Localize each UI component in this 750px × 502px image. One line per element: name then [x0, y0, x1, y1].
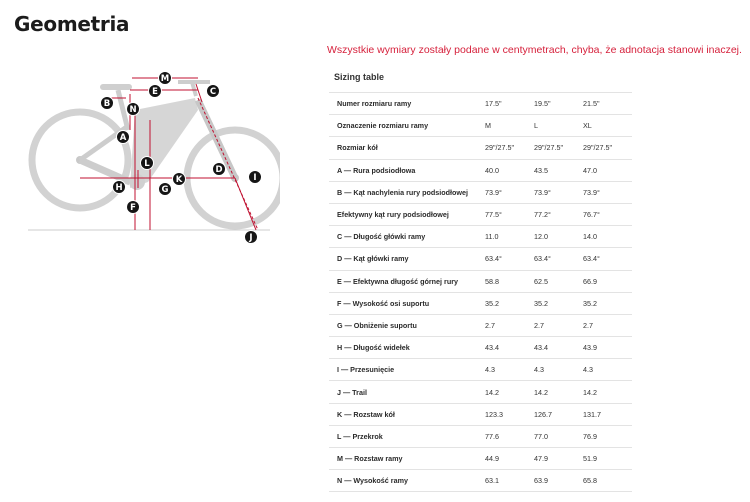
row-value: 43.4	[534, 337, 583, 359]
row-label: Rozmiar kół	[329, 137, 485, 159]
row-value: 65.8	[583, 470, 632, 492]
row-value: 63.4°	[583, 248, 632, 270]
marker-l: L	[140, 156, 154, 170]
row-label: L — Przekrok	[329, 425, 485, 447]
row-value: 77.2°	[534, 203, 583, 225]
row-value: 77.0	[534, 425, 583, 447]
row-value: 40.0	[485, 159, 534, 181]
page-title: Geometria	[14, 12, 130, 36]
marker-m: M	[158, 71, 172, 85]
table-row	[329, 181, 632, 203]
row-label: K — Rozstaw kół	[329, 403, 485, 425]
row-value: 76.9	[583, 425, 632, 447]
row-value: 43.9	[583, 337, 632, 359]
row-label: C — Długość główki ramy	[329, 226, 485, 248]
row-value: 2.7	[583, 314, 632, 336]
table-row	[329, 425, 632, 447]
marker-d: D	[212, 162, 226, 176]
marker-j: J	[244, 230, 258, 244]
row-label: F — Wysokość osi suportu	[329, 292, 485, 314]
row-value: 4.3	[534, 359, 583, 381]
row-label: J — Trail	[329, 381, 485, 403]
row-label: I — Przesunięcie	[329, 359, 485, 381]
row-value: 14.0	[583, 226, 632, 248]
row-value: 14.2	[583, 381, 632, 403]
marker-e: E	[148, 84, 162, 98]
row-value: 62.5	[534, 270, 583, 292]
row-value: 47.9	[534, 448, 583, 470]
row-value: 4.3	[583, 359, 632, 381]
row-value: 11.0	[485, 226, 534, 248]
row-value: 63.4°	[485, 248, 534, 270]
sizing-table	[329, 92, 632, 492]
table-row	[329, 93, 632, 115]
bike-geometry-diagram	[20, 70, 280, 248]
row-value: 123.3	[485, 403, 534, 425]
table-row	[329, 115, 632, 137]
row-value: 77.6	[485, 425, 534, 447]
row-value: 2.7	[534, 314, 583, 336]
row-value: 63.1	[485, 470, 534, 492]
row-value: 35.2	[534, 292, 583, 314]
row-value: 17.5"	[485, 93, 534, 115]
row-value: 29"/27.5"	[534, 137, 583, 159]
row-label: M — Rozstaw ramy	[329, 448, 485, 470]
row-value: 63.4°	[534, 248, 583, 270]
row-label: N — Wysokość ramy	[329, 470, 485, 492]
marker-i: I	[248, 170, 262, 184]
marker-b: B	[100, 96, 114, 110]
row-value: XL	[583, 115, 632, 137]
table-row	[329, 403, 632, 425]
marker-g: G	[158, 182, 172, 196]
row-value: 29"/27.5"	[485, 137, 534, 159]
table-row	[329, 137, 632, 159]
table-row	[329, 359, 632, 381]
row-value: 66.9	[583, 270, 632, 292]
row-value: 14.2	[485, 381, 534, 403]
row-value: 35.2	[485, 292, 534, 314]
row-label: D — Kąt główki ramy	[329, 248, 485, 270]
row-value: 51.9	[583, 448, 632, 470]
row-label: Efektywny kąt rury podsiodłowej	[329, 203, 485, 225]
table-row	[329, 159, 632, 181]
table-row	[329, 314, 632, 336]
table-row	[329, 203, 632, 225]
row-value: 58.8	[485, 270, 534, 292]
row-value: 29"/27.5"	[583, 137, 632, 159]
table-row	[329, 248, 632, 270]
row-value: 43.4	[485, 337, 534, 359]
table-row	[329, 337, 632, 359]
row-value: 126.7	[534, 403, 583, 425]
row-value: M	[485, 115, 534, 137]
row-value: 63.9	[534, 470, 583, 492]
marker-f: F	[126, 200, 140, 214]
marker-a: A	[116, 130, 130, 144]
table-row	[329, 381, 632, 403]
row-label: Numer rozmiaru ramy	[329, 93, 485, 115]
table-row	[329, 226, 632, 248]
table-row	[329, 270, 632, 292]
row-label: H — Długość widełek	[329, 337, 485, 359]
sizing-table-title: Sizing table	[334, 72, 385, 82]
row-label: G — Obniżenie suportu	[329, 314, 485, 336]
row-value: 35.2	[583, 292, 632, 314]
units-notice: Wszystkie wymiary zostały podane w centymetrach, chyba, że adnotacja stanowi inaczej.	[327, 44, 742, 56]
row-value: 131.7	[583, 403, 632, 425]
row-value: 14.2	[534, 381, 583, 403]
row-value: 76.7°	[583, 203, 632, 225]
table-row	[329, 448, 632, 470]
marker-n: N	[126, 102, 140, 116]
row-value: 73.9°	[534, 181, 583, 203]
row-value: 21.5"	[583, 93, 632, 115]
row-label: Oznaczenie rozmiaru ramy	[329, 115, 485, 137]
row-label: B — Kąt nachylenia rury podsiodłowej	[329, 181, 485, 203]
row-value: 77.5°	[485, 203, 534, 225]
row-value: 12.0	[534, 226, 583, 248]
row-value: 44.9	[485, 448, 534, 470]
marker-k: K	[172, 172, 186, 186]
row-value: 73.9°	[583, 181, 632, 203]
row-label: A — Rura podsiodłowa	[329, 159, 485, 181]
row-value: 47.0	[583, 159, 632, 181]
row-label: E — Efektywna długość górnej rury	[329, 270, 485, 292]
row-value: 4.3	[485, 359, 534, 381]
table-row	[329, 292, 632, 314]
marker-h: H	[112, 180, 126, 194]
table-row	[329, 470, 632, 492]
row-value: 2.7	[485, 314, 534, 336]
row-value: 19.5"	[534, 93, 583, 115]
row-value: L	[534, 115, 583, 137]
row-value: 73.9°	[485, 181, 534, 203]
marker-c: C	[206, 84, 220, 98]
row-value: 43.5	[534, 159, 583, 181]
